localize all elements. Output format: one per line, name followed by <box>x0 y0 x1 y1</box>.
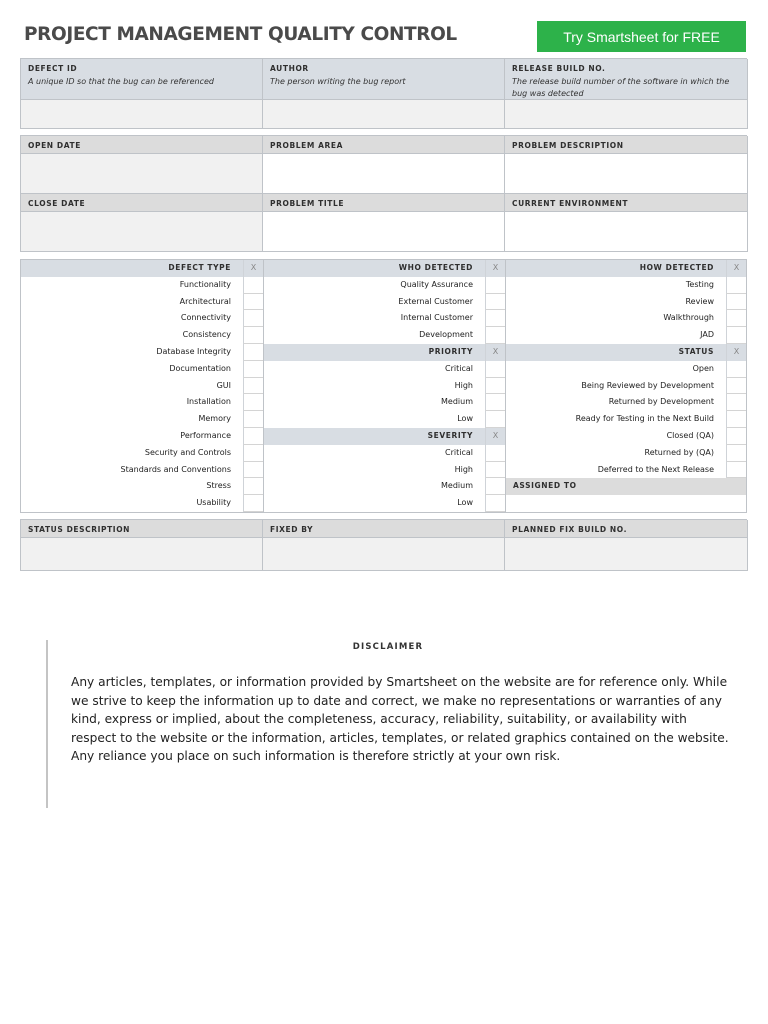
list-item <box>21 478 263 495</box>
defect-type-option: Documentation <box>169 363 231 373</box>
status-option: Ready for Testing in the Next Build <box>575 414 714 424</box>
defect-type-option: Database Integrity <box>156 346 231 356</box>
priority-option: Medium <box>441 397 473 407</box>
priority-checkbox[interactable] <box>485 378 505 395</box>
defect-type-checkbox[interactable] <box>243 428 263 445</box>
status-checkbox[interactable] <box>726 445 746 462</box>
list-item <box>21 294 263 311</box>
severity-option: High <box>454 464 473 474</box>
how-detected-checkbox[interactable] <box>726 310 746 327</box>
list-item <box>506 310 746 327</box>
defect-type-option: Security and Controls <box>144 447 231 457</box>
close-date-label: CLOSE DATE <box>21 194 263 212</box>
list-item <box>264 478 505 495</box>
problem-area-label: PROBLEM AREA <box>263 136 505 154</box>
defect-type-option: Connectivity <box>180 313 231 323</box>
list-item <box>506 411 746 428</box>
status-description-field[interactable] <box>21 538 263 571</box>
priority-checkbox[interactable] <box>485 394 505 411</box>
disclaimer-divider <box>46 640 48 808</box>
who-detected-option: Internal Customer <box>400 313 473 323</box>
defect-type-column <box>21 260 263 512</box>
assigned-to-field[interactable] <box>506 495 746 512</box>
author-header <box>263 59 505 100</box>
status-option: Returned by (QA) <box>644 447 714 457</box>
who-detected-checkbox[interactable] <box>485 310 505 327</box>
defect-type-option: Stress <box>206 481 231 491</box>
defect-type-checkbox[interactable] <box>243 310 263 327</box>
list-item <box>506 445 746 462</box>
defect-type-checkbox[interactable] <box>243 378 263 395</box>
status-header <box>506 344 746 361</box>
status-checkbox[interactable] <box>726 378 746 395</box>
list-item <box>21 462 263 479</box>
severity-option: Critical <box>445 447 473 457</box>
defect-type-checkbox[interactable] <box>243 277 263 294</box>
status-checkbox[interactable] <box>726 394 746 411</box>
list-item <box>264 294 505 311</box>
defect-type-option: Performance <box>180 430 231 440</box>
list-item <box>21 277 263 294</box>
release-build-header <box>505 59 748 100</box>
priority-checkbox[interactable] <box>485 411 505 428</box>
list-item <box>264 327 505 344</box>
priority-header <box>264 344 505 361</box>
list-item <box>264 462 505 479</box>
list-item <box>21 428 263 445</box>
list-item <box>21 378 263 395</box>
list-item <box>21 327 263 344</box>
fixed-by-label: FIXED BY <box>263 520 505 538</box>
list-item <box>506 462 746 479</box>
severity-checkbox[interactable] <box>485 462 505 479</box>
list-item <box>506 378 746 395</box>
list-item <box>264 411 505 428</box>
list-item <box>264 394 505 411</box>
problem-title-label: PROBLEM TITLE <box>263 194 505 212</box>
list-item <box>506 394 746 411</box>
defect-type-checkbox[interactable] <box>243 495 263 512</box>
defect-type-option: Memory <box>198 414 231 424</box>
status-option: Closed (QA) <box>666 430 714 440</box>
list-item <box>264 495 505 512</box>
list-item <box>21 445 263 462</box>
status-description-label: STATUS DESCRIPTION <box>21 520 263 538</box>
who-detected-checkbox[interactable] <box>485 327 505 344</box>
status-checkbox[interactable] <box>726 462 746 479</box>
list-item <box>506 361 746 378</box>
defect-type-checkbox[interactable] <box>243 462 263 479</box>
defect-type-checkbox[interactable] <box>243 478 263 495</box>
priority-option: High <box>454 380 473 390</box>
severity-checkbox[interactable] <box>485 445 505 462</box>
defect-type-checkbox[interactable] <box>243 361 263 378</box>
how-detected-option: Review <box>685 296 714 306</box>
defect-type-option: Usability <box>196 498 231 508</box>
defect-type-checkbox[interactable] <box>243 445 263 462</box>
how-detected-header <box>506 260 746 277</box>
detection-method-status-column <box>505 260 746 512</box>
assigned-to-header <box>506 478 746 495</box>
priority-option: Low <box>457 414 473 424</box>
severity-option: Medium <box>441 481 473 491</box>
priority-option: Critical <box>445 363 473 373</box>
page-title: PROJECT MANAGEMENT QUALITY CONTROL <box>24 24 457 45</box>
list-item <box>506 277 746 294</box>
planned-fix-build-field[interactable] <box>505 538 748 571</box>
how-detected-label: HOW DETECTED <box>639 263 714 272</box>
defect-type-checkbox[interactable] <box>243 411 263 428</box>
classification-checklist <box>20 259 747 513</box>
severity-mark-header: X <box>485 428 505 445</box>
how-detected-option: JAD <box>700 330 714 340</box>
problem-description-field[interactable] <box>505 154 748 194</box>
defect-type-checkbox[interactable] <box>243 294 263 311</box>
severity-checkbox[interactable] <box>485 478 505 495</box>
release-build-hint: The release build number of the software in which the bug was detected <box>512 77 730 98</box>
who-detected-option: External Customer <box>398 296 473 306</box>
author-hint: The person writing the bug report <box>270 77 406 86</box>
list-item <box>21 344 263 361</box>
defect-id-field[interactable] <box>21 100 263 129</box>
severity-label: SEVERITY <box>427 430 473 440</box>
disclaimer-title: DISCLAIMER <box>352 642 424 652</box>
status-label: STATUS <box>678 346 714 356</box>
author-label: AUTHOR <box>270 64 309 73</box>
list-item <box>264 277 505 294</box>
status-option: Open <box>692 363 714 373</box>
how-detected-checkbox[interactable] <box>726 294 746 311</box>
list-item <box>264 445 505 462</box>
list-item <box>264 361 505 378</box>
defect-identification-section <box>20 58 747 129</box>
planned-fix-build-label: PLANNED FIX BUILD NO. <box>505 520 748 538</box>
problem-title-field[interactable] <box>263 212 505 252</box>
list-item <box>21 394 263 411</box>
list-item <box>21 495 263 512</box>
list-item <box>506 327 746 344</box>
status-option: Returned by Development <box>608 397 714 407</box>
release-build-label: RELEASE BUILD NO. <box>512 64 606 73</box>
status-option: Deferred to the Next Release <box>597 464 714 474</box>
detection-priority-severity-column <box>263 260 505 512</box>
current-environment-field[interactable] <box>505 212 748 252</box>
defect-type-checkbox[interactable] <box>243 327 263 344</box>
how-detected-option: Testing <box>685 279 714 289</box>
defect-type-checkbox[interactable] <box>243 394 263 411</box>
status-mark-header: X <box>726 344 746 361</box>
severity-checkbox[interactable] <box>485 495 505 512</box>
priority-label: PRIORITY <box>428 346 473 356</box>
priority-checkbox[interactable] <box>485 361 505 378</box>
who-detected-header <box>264 260 505 277</box>
defect-type-option: GUI <box>216 380 231 390</box>
try-smartsheet-button[interactable]: Try Smartsheet for FREE <box>537 21 746 52</box>
defect-type-checkbox[interactable] <box>243 344 263 361</box>
defect-type-option: Installation <box>186 397 231 407</box>
who-detected-mark-header: X <box>485 260 505 277</box>
how-detected-checkbox[interactable] <box>726 327 746 344</box>
defect-type-option: Consistency <box>182 330 231 340</box>
who-detected-checkbox[interactable] <box>485 277 505 294</box>
list-item <box>506 294 746 311</box>
priority-mark-header: X <box>485 344 505 361</box>
how-detected-mark-header: X <box>726 260 746 277</box>
list-item <box>21 361 263 378</box>
severity-header <box>264 428 505 445</box>
defect-type-header <box>21 260 263 277</box>
defect-id-header <box>21 59 263 100</box>
problem-description-label: PROBLEM DESCRIPTION <box>505 136 748 154</box>
list-item <box>506 428 746 445</box>
problem-details-section <box>20 135 747 252</box>
defect-type-option: Standards and Conventions <box>120 464 231 474</box>
who-detected-option: Development <box>419 330 473 340</box>
open-date-label: OPEN DATE <box>21 136 263 154</box>
who-detected-option: Quality Assurance <box>400 279 473 289</box>
list-item <box>264 310 505 327</box>
how-detected-checkbox[interactable] <box>726 277 746 294</box>
close-date-field[interactable] <box>21 212 263 252</box>
defect-type-mark-header: X <box>243 260 263 277</box>
defect-type-option: Functionality <box>179 279 231 289</box>
open-date-field[interactable] <box>21 154 263 194</box>
who-detected-label: WHO DETECTED <box>398 263 473 272</box>
defect-type-option: Architectural <box>179 296 231 306</box>
release-build-field[interactable] <box>505 100 748 129</box>
status-checkbox[interactable] <box>726 361 746 378</box>
defect-id-label: DEFECT ID <box>28 64 78 73</box>
author-field[interactable] <box>263 100 505 129</box>
defect-id-hint: A unique ID so that the bug can be referenced <box>28 77 214 86</box>
problem-area-field[interactable] <box>263 154 505 194</box>
fixed-by-field[interactable] <box>263 538 505 571</box>
current-environment-label: CURRENT ENVIRONMENT <box>505 194 748 212</box>
how-detected-option: Walkthrough <box>663 313 714 323</box>
list-item <box>21 310 263 327</box>
who-detected-checkbox[interactable] <box>485 294 505 311</box>
status-option: Being Reviewed by Development <box>581 380 714 390</box>
severity-option: Low <box>457 498 473 508</box>
status-checkbox[interactable] <box>726 428 746 445</box>
resolution-section <box>20 519 747 571</box>
list-item <box>21 411 263 428</box>
disclaimer-text: Any articles, templates, or information provided by Smartsheet on the website are for reference only. While we strive to keep the information up to date and correct, we make no representations or warranties of any kind, express or implied, about the completeness, accuracy, reliability, suitability, or availability with respect to the website or the information, articles, templates, or related graphics contained on the website. Any reliance you place on such information is therefore strictly at your own risk. <box>71 675 729 764</box>
status-checkbox[interactable] <box>726 411 746 428</box>
assigned-to-label: ASSIGNED TO <box>513 481 577 491</box>
list-item <box>264 378 505 395</box>
defect-type-label: DEFECT TYPE <box>168 263 231 272</box>
